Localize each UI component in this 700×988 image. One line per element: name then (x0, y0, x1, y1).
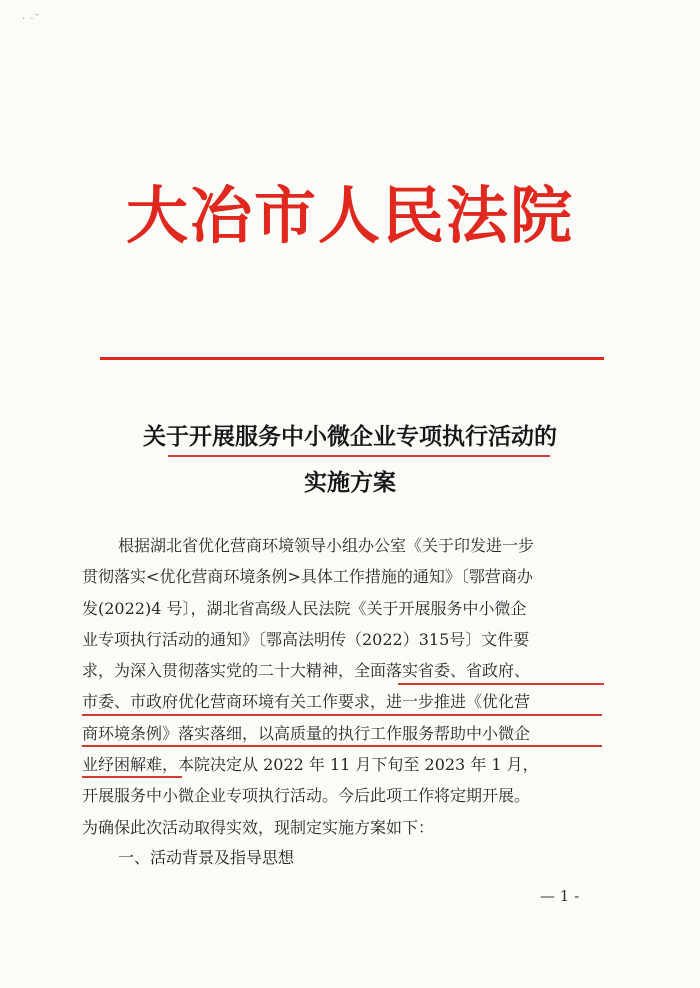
body-line: 市委、市政府优化营商环境有关工作要求，进一步推进《优化营 (82, 692, 531, 712)
highlight-underline (82, 745, 602, 747)
title-line-2: 实施方案 (304, 470, 396, 496)
highlight-underline (82, 776, 182, 778)
body-paragraph (82, 530, 617, 843)
highlight-underline (398, 683, 604, 685)
page-number: — 1 - (540, 887, 580, 905)
body-line: 贯彻落实<优化营商环境条例>具体工作措施的通知》〔鄂营商办 (82, 567, 533, 587)
scan-marks: · ·ˇ (22, 14, 41, 25)
body-line: 为确保此次活动取得实效，现制定实施方案如下： (82, 817, 435, 837)
body-line: 求，为深入贯彻落实党的二十大精神，全面落实省委、省政府、 (82, 661, 531, 681)
body-line: 业纾困解难，本院决定从 2022 年 11 月下旬至 2023 年 1 月， (82, 755, 539, 775)
body-line: 根据湖北省优化营商环境领导小组办公室《关于印发进一步 (118, 536, 535, 555)
title-underline-mark (168, 455, 550, 457)
body-line: 商环境条例》落实落细，以高质量的执行工作服务帮助中小微企 (82, 723, 531, 743)
title-line-1: 关于开展服务中小微企业专项执行活动的 (143, 424, 557, 450)
highlight-underline (82, 714, 602, 716)
document-title (0, 414, 700, 506)
court-name-header: 大冶市人民法院 (125, 179, 574, 252)
body-line: 开展服务中小微企业专项执行活动。今后此项工作将定期开展。 (82, 786, 531, 806)
red-separator-rule (100, 357, 604, 360)
body-line: 发(2022)4 号〕，湖北省高级人民法院《关于开展服务中小微企 (82, 598, 527, 618)
section-heading: 一、活动背景及指导思想 (118, 848, 295, 867)
body-line: 业专项执行活动的通知》〔鄂高法明传（2022）315号〕文件要 (82, 629, 530, 649)
